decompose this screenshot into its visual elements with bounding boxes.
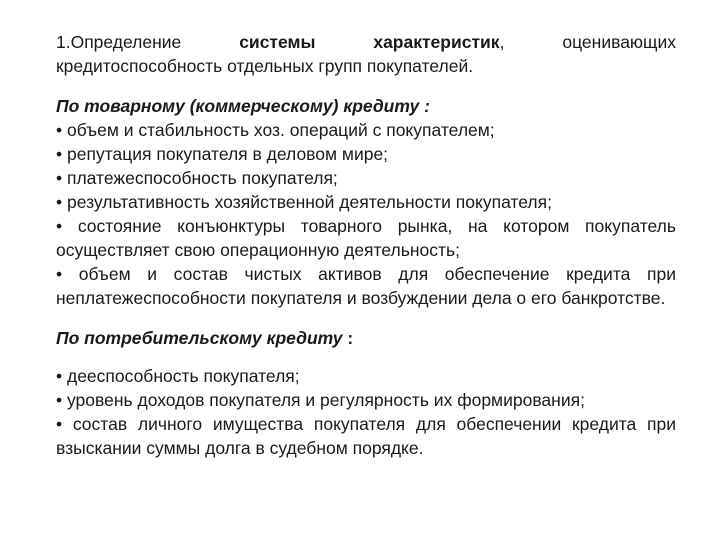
commercial-item-6: • объем и состав чистых активов для обеспечение кредита при неплатежеспособности покупателя и возбуждении дела о его банкротстве.: [56, 264, 676, 308]
commercial-item-2: • репутация покупателя в деловом мире;: [56, 144, 389, 164]
consumer-credit-heading: [56, 326, 676, 350]
intro-paragraph: [56, 30, 676, 78]
consumer-heading-italic: По потребительскому кредиту: [56, 328, 343, 348]
commercial-item-3: • платежеспособность покупателя;: [56, 168, 338, 188]
consumer-credit-list: [56, 364, 676, 460]
consumer-credit-section: [56, 326, 676, 460]
intro-text-end: , оценивающих кредитоспособность отдельных групп покупателей.: [56, 32, 676, 76]
commercial-item-1: • объем и стабильность хоз. операций с покупателем;: [56, 120, 495, 140]
commercial-item-5: • состояние конъюнктуры товарного рынка, на котором покупатель осуществляет свою операционную деятельность;: [56, 216, 676, 260]
intro-bold-systems: системы: [239, 32, 316, 52]
consumer-heading-colon: :: [342, 328, 354, 348]
commercial-credit-heading: По товарному (коммерческому) кредиту :: [56, 96, 430, 116]
consumer-item-1: • дееспособность покупателя;: [56, 366, 300, 386]
commercial-item-4: • результативность хозяйственной деятельности покупателя;: [56, 192, 552, 212]
consumer-item-3: • состав личного имущества покупателя для обеспечении кредита при взыскании суммы долга в судебном порядке.: [56, 414, 676, 458]
commercial-credit-section: [56, 94, 676, 310]
consumer-item-2: • уровень доходов покупателя и регулярность их формирования;: [56, 390, 585, 410]
intro-text-start: 1.Определение: [56, 32, 182, 52]
intro-bold-characteristics: характеристик: [373, 32, 500, 52]
